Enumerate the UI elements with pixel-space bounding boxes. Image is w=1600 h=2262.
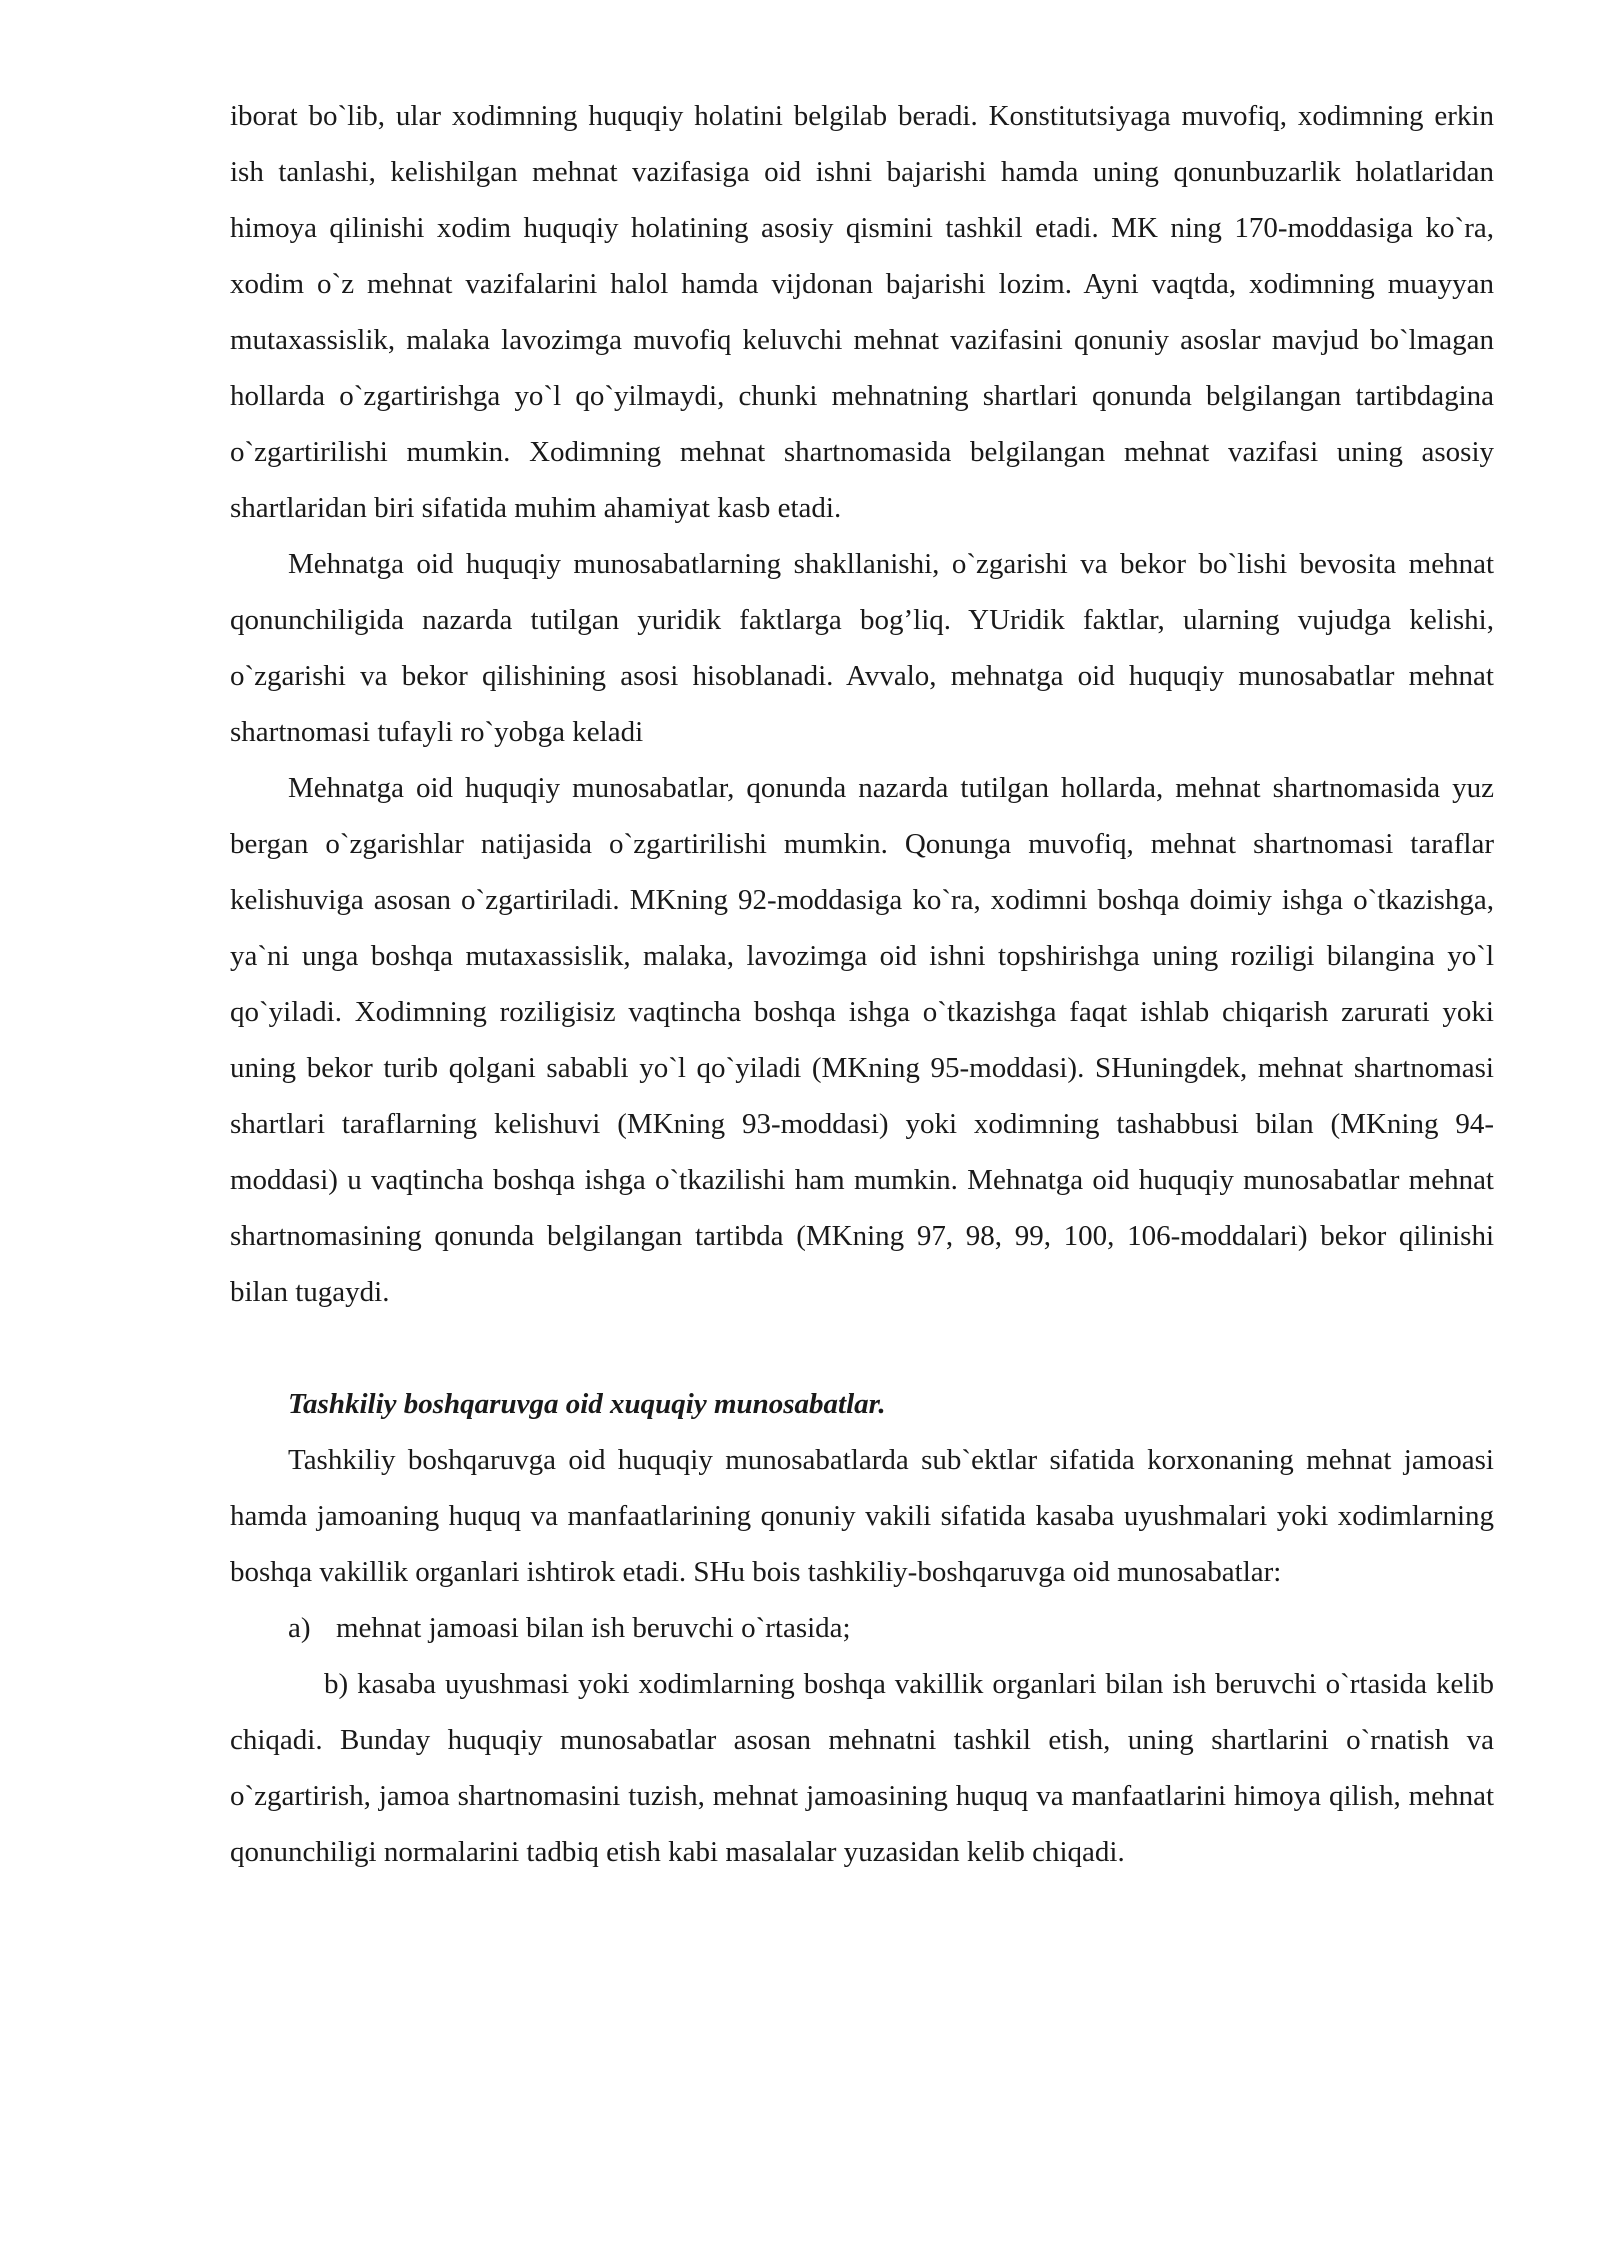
list-item-a <box>230 1600 1494 1656</box>
paragraph-spacer <box>230 1320 1494 1376</box>
document-page <box>230 88 1494 1880</box>
section-heading: Tashkiliy boshqaruvga oid xuquqiy munosabatlar. <box>288 1388 886 1420</box>
paragraph-organizational-relations: Tashkiliy boshqaruvga oid huquqiy munosabatlarda sub`ektlar sifatida korxonaning mehnat jamoasi hamda jamoaning huquq va manfaatlarining qonuniy vakili sifatida kasaba uyushmalari yoki xodimlarning boshqa vakillik organlari ishtirok etadi. SHu bois tashkiliy-boshqaruvga oid munosabatlar: <box>230 1444 1494 1588</box>
paragraph-list-item-b: b) kasaba uyushmasi yoki xodimlarning boshqa vakillik organlari bilan ish beruvchi o`rtasida kelib chiqadi. Bunday huquqiy munosabatlar asosan mehnatni tashkil etish, uning shartlarini o`rnatish va o`zgartirish, jamoa shartnomasini tuzish, mehnat jamoasining huquq va manfaatlarini himoya qilish, mehnat qonunchiligi normalarini tadbiq etish kabi masalalar yuzasidan kelib chiqadi. <box>230 1668 1494 1868</box>
paragraph-employee-legal-status: iborat bo`lib, ular xodimning huquqiy holatini belgilab beradi. Konstitutsiyaga muvofiq, xodimning erkin ish tanlashi, kelishilgan mehnat vazifasiga oid ishni bajarishi hamda uning qonunbuzarlik holatlaridan himoya qilinishi xodim huquqiy holatining asosiy qismini tashkil etadi. MK ning 170-moddasiga ko`ra, xodim o`z mehnat vazifalarini halol hamda vijdonan bajarishi lozim. Ayni vaqtda, xodimning muayyan mutaxassislik, malaka lavozimga muvofiq keluvchi mehnat vazifasini qonuniy asoslar mavjud bo`lmagan hollarda o`zgartirishga yo`l qo`yilmaydi, chunki mehnatning shartlari qonunda belgilangan tartibdagina o`zgartirilishi mumkin. Xodimning mehnat shartnomasida belgilangan mehnat vazifasi uning asosiy shartlaridan biri sifatida muhim ahamiyat kasb etadi. <box>230 100 1494 524</box>
list-marker-a: a) <box>288 1612 311 1644</box>
list-text-a: mehnat jamoasi bilan ish beruvchi o`rtasida; <box>336 1612 851 1644</box>
paragraph-legal-facts: Mehnatga oid huquqiy munosabatlarning shakllanishi, o`zgarishi va bekor bo`lishi bevosita mehnat qonunchiligida nazarda tutilgan yuridik faktlarga bog’liq. YUridik faktlar, ularning vujudga kelishi, o`zgarishi va bekor qilishining asosi hisoblanadi. Avvalo, mehnatga oid huquqiy munosabatlar mehnat shartnomasi tufayli ro`yobga keladi <box>230 548 1494 748</box>
paragraph-contract-changes: Mehnatga oid huquqiy munosabatlar, qonunda nazarda tutilgan hollarda, mehnat shartnomasida yuz bergan o`zgarishlar natijasida o`zgartirilishi mumkin. Qonunga muvofiq, mehnat shartnomasi taraflar kelishuviga asosan o`zgartiriladi. MKning 92-moddasiga ko`ra, xodimni boshqa doimiy ishga o`tkazishga, ya`ni unga boshqa mutaxassislik, malaka, lavozimga oid ishni topshirishga uning roziligi bilangina yo`l qo`yiladi. Xodimning roziligisiz vaqtincha boshqa ishga o`tkazishga faqat ishlab chiqarish zarurati yoki uning bekor turib qolgani sababli yo`l qo`yiladi (MKning 95-moddasi). SHuningdek, mehnat shartnomasi shartlari taraflarning kelishuvi (MKning 93-moddasi) yoki xodimning tashabbusi bilan (MKning 94-moddasi) u vaqtincha boshqa ishga o`tkazilishi ham mumkin. Mehnatga oid huquqiy munosabatlar mehnat shartnomasining qonunda belgilangan tartibda (MKning 97, 98, 99, 100, 106-moddalari) bekor qilinishi bilan tugaydi. <box>230 772 1494 1308</box>
